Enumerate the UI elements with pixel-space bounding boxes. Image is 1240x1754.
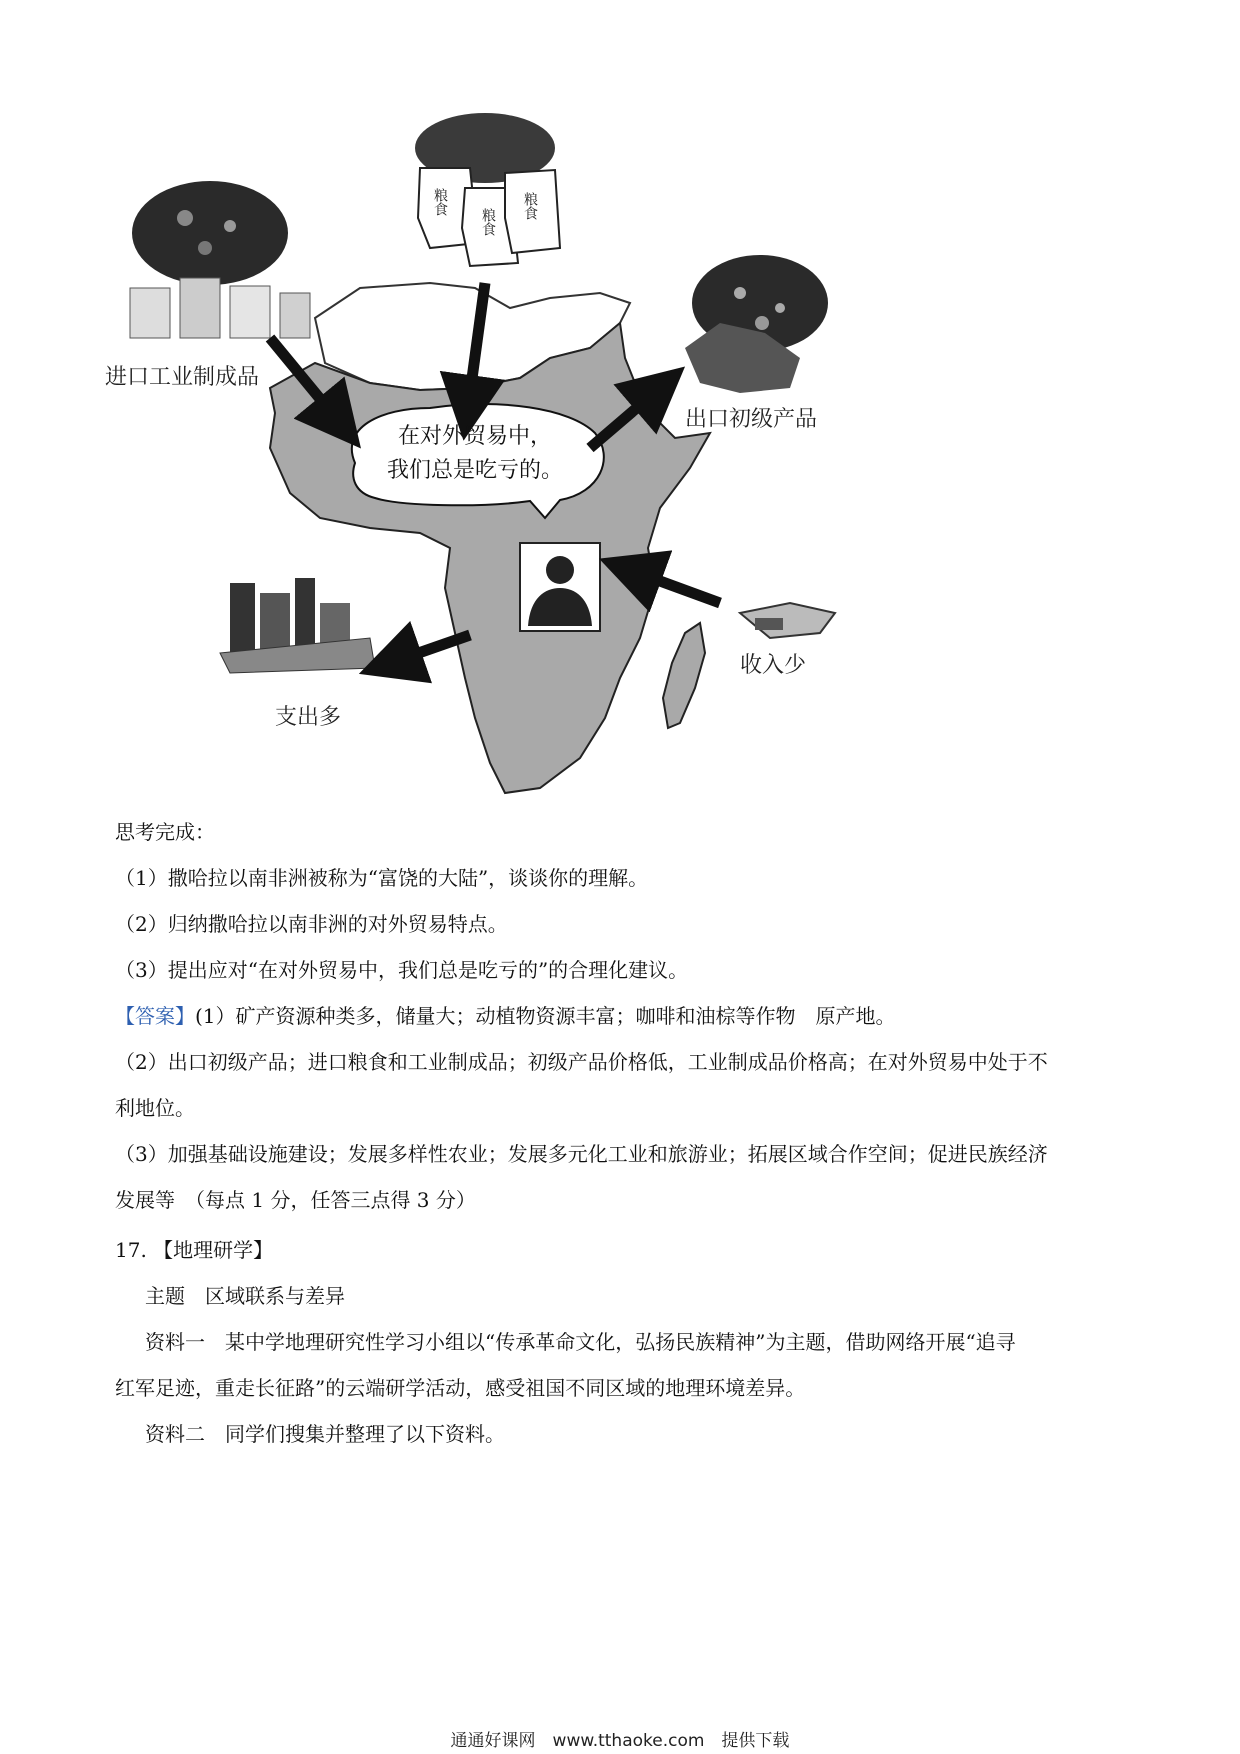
section-17-heading xyxy=(115,1238,273,1262)
section-17-number: 17. xyxy=(115,1238,147,1262)
answer-2-line-1: （2）出口初级产品；进口粮食和工业制成品；初级产品价格低，工业制成品价格高；在对外贸易中处于不 xyxy=(115,1050,1048,1074)
section-17-theme: 主题 区域联系与差异 xyxy=(145,1284,345,1308)
money-stack xyxy=(740,603,835,638)
question-3: （3）提出应对“在对外贸易中，我们总是吃亏的”的合理化建议。 xyxy=(115,958,689,982)
madagascar-island xyxy=(663,623,705,728)
africa-trade-illustration xyxy=(100,108,1000,888)
bubble-line-2: 我们总是吃亏的。 xyxy=(386,458,563,483)
africa-trade-figure xyxy=(100,108,1000,888)
industrial-goods-box-2 xyxy=(180,278,220,338)
answer-1: (1）矿产资源种类多，储量大；动植物资源丰富；咖啡和油棕等作物 原产地。 xyxy=(195,1004,896,1028)
answer-line-1 xyxy=(115,1004,896,1028)
grain-bag-label-2: 粮食 xyxy=(480,208,496,236)
income-label: 收入少 xyxy=(740,653,807,678)
questions-intro: 思考完成： xyxy=(115,820,215,844)
question-2: （2）归纳撒哈拉以南非洲的对外贸易特点。 xyxy=(115,912,508,936)
answer-2-line-2: 利地位。 xyxy=(115,1096,195,1120)
grain-bag-label-3: 粮食 xyxy=(522,192,538,220)
bubble-text xyxy=(345,420,605,488)
question-1: （1）撒哈拉以南非洲被称为“富饶的大陆”，谈谈你的理解。 xyxy=(115,866,649,890)
spending-label: 支出多 xyxy=(275,705,342,730)
industrial-goods-box-3 xyxy=(230,286,270,338)
answer-3-line-2: 发展等 （每点 1 分，任答三点得 3 分） xyxy=(115,1188,476,1212)
bubble-line-1: 在对外贸易中， xyxy=(397,424,552,449)
building-1 xyxy=(230,583,255,653)
section-17-title: 【地理研学】 xyxy=(153,1238,274,1262)
material-1-line-2: 红军足迹，重走长征路”的云端研学活动，感受祖国不同区域的地理环境差异。 xyxy=(115,1376,806,1400)
industrial-goods-box-4 xyxy=(280,293,310,338)
material-2: 资料二 同学们搜集并整理了以下资料。 xyxy=(145,1422,505,1446)
answer-3-line-1: （3）加强基础设施建设；发展多样性农业；发展多元化工业和旅游业；拓展区域合作空间；促进民族经济 xyxy=(115,1142,1048,1166)
person-head xyxy=(546,556,574,584)
industrial-goods-cloud xyxy=(132,181,288,285)
material-1-line-1: 资料一 某中学地理研究性学习小组以“传承革命文化，弘扬民族精神”为主题，借助网络开展“追寻 xyxy=(145,1330,1016,1354)
import-label: 进口工业制成品 xyxy=(105,365,260,390)
building-3 xyxy=(295,578,315,653)
page-footer: 通通好课网 www.tthaoke.com 提供下载 xyxy=(450,1731,790,1751)
answer-tag: 【答案】 xyxy=(115,1004,195,1028)
building-2 xyxy=(260,593,290,653)
industrial-goods-box-1 xyxy=(130,288,170,338)
money-note xyxy=(755,618,783,630)
grain-bag-label-1: 粮食 xyxy=(432,188,448,216)
export-label: 出口初级产品 xyxy=(685,407,818,432)
